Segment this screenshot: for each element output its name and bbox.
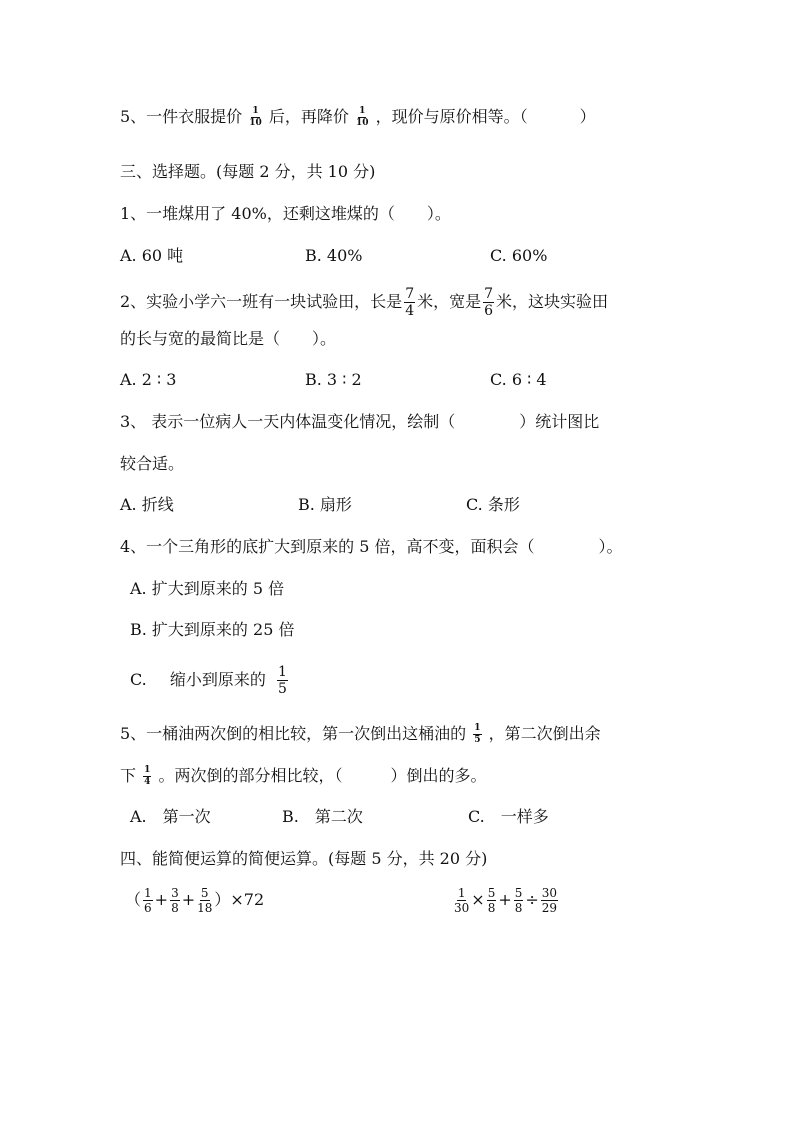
fraction: $\frac{1}{10}$ xyxy=(356,106,369,128)
question-2-option-b[interactable]: B. 3 ∶ 2 xyxy=(305,370,362,389)
question-1-stem: 1、一堆煤用了 40%，还剩这堆煤的（ ）。 xyxy=(120,204,451,223)
question-2-option-c[interactable]: C. 6 ∶ 4 xyxy=(490,370,547,389)
question-5-option-c[interactable]: C. 一样多 xyxy=(468,807,549,826)
question-5-stem: 5、一桶油两次倒的相比较，第一次倒出这桶油的 $\frac{1}{5}$ ，第二次倒出余 xyxy=(120,723,601,745)
question-2-stem: 2、实验小学六一班有一块试验田，长是 $\frac{7}{4}$ 米，宽是 $\frac{7}{6}$ 米，这块实验田 xyxy=(120,286,609,319)
fraction: $\frac{3}{8}$ xyxy=(171,886,179,915)
question-4-option-b[interactable]: B. 扩大到原来的 25 倍 xyxy=(130,620,295,639)
fraction: $\frac{1}{30}$ xyxy=(454,886,470,915)
question-text: 后，再降价 xyxy=(268,107,349,126)
question-2-option-a[interactable]: A. 2 ∶ 3 xyxy=(120,370,177,389)
fraction: $\frac{7}{4}$ xyxy=(405,286,415,319)
question-3-option-a[interactable]: A. 折线 xyxy=(120,495,174,514)
fraction: $\frac{1}{10}$ xyxy=(249,106,262,128)
question-5-stem-cont: 下 $\frac{1}{4}$ 。两次倒的部分相比较，（ ）倒出的多。 xyxy=(120,765,487,787)
question-3-option-c[interactable]: C. 条形 xyxy=(466,495,520,514)
fraction: $\frac{1}{5}$ xyxy=(277,664,287,697)
section-title-3: 三、选择题。(每题 2 分，共 10 分) xyxy=(120,162,376,181)
fraction: $\frac{1}{4}$ xyxy=(144,765,151,787)
fraction: $\frac{7}{6}$ xyxy=(484,286,494,319)
question-2-stem-cont: 的长与宽的最简比是（ ）。 xyxy=(120,329,337,348)
question-1-option-b[interactable]: B. 40% xyxy=(305,246,363,265)
question-4-stem: 4、一个三角形的底扩大到原来的 5 倍，高不变，面积会（ ）。 xyxy=(120,537,623,556)
calculation-1: （ $\frac{1}{6}$ + $\frac{3}{8}$ + $\frac{5}{18}$ ）×72 xyxy=(125,886,265,915)
calculation-2: $\frac{1}{30}$ × $\frac{5}{8}$ + $\frac{5}{8}$ ÷ $\frac{30}{29}$ xyxy=(454,886,558,915)
fraction: $\frac{30}{29}$ xyxy=(541,886,558,915)
question-text: 5、一件衣服提价 xyxy=(120,107,243,126)
question-5-option-b[interactable]: B. 第二次 xyxy=(282,807,363,826)
fraction: $\frac{5}{8}$ xyxy=(514,886,523,915)
question-text: ，现价与原价相等。（ xyxy=(375,107,528,126)
question-3-option-b[interactable]: B. 扇形 xyxy=(298,495,352,514)
question-3-stem-cont: 较合适。 xyxy=(120,454,185,473)
question-text: ） xyxy=(579,107,596,126)
question-5-option-a[interactable]: A. 第一次 xyxy=(130,807,211,826)
question-1-option-c[interactable]: C. 60% xyxy=(490,246,548,265)
fraction: $\frac{1}{5}$ xyxy=(474,723,481,745)
question-3-stem: 3、 表示一位病人一天内体温变化情况，绘制（ ）统计图比 xyxy=(120,412,600,431)
section-title-4: 四、能简便运算的简便运算。(每题 5 分，共 20 分) xyxy=(120,849,488,868)
fraction: $\frac{1}{6}$ xyxy=(144,886,152,915)
question-4-option-c[interactable]: C. 缩小到原来的 $\frac{1}{5}$ xyxy=(130,664,287,697)
fraction: $\frac{5}{8}$ xyxy=(487,886,496,915)
question-4-option-a[interactable]: A. 扩大到原来的 5 倍 xyxy=(130,579,285,598)
fraction: $\frac{5}{18}$ xyxy=(197,886,213,915)
tf-question-5 xyxy=(120,107,596,128)
question-1-option-a[interactable]: A. 60 吨 xyxy=(120,246,184,265)
